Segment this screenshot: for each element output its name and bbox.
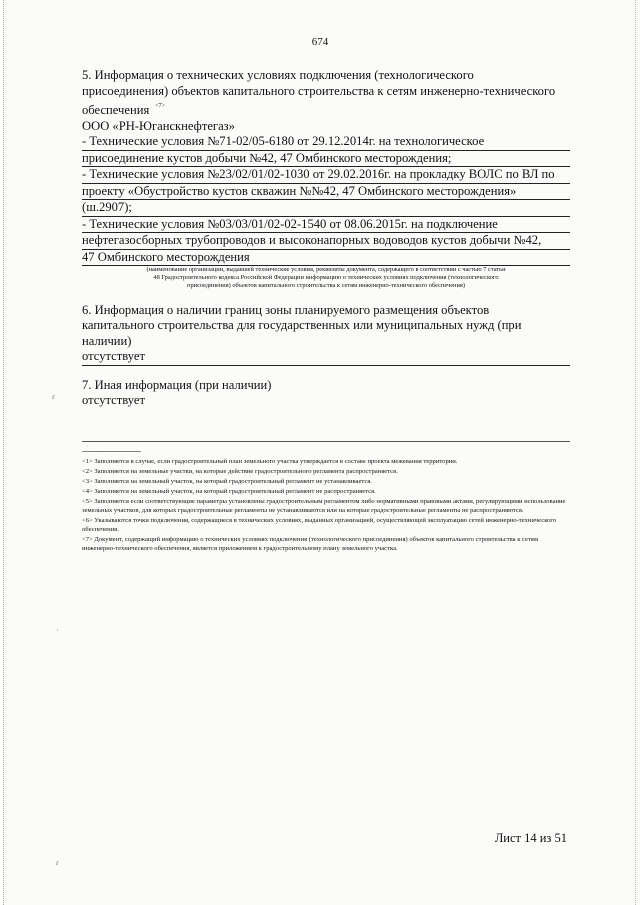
footnotes bbox=[82, 457, 570, 554]
condition-3-line-3: 47 Омбинского месторождения bbox=[82, 250, 570, 267]
condition-2-line-3: (ш.2907); bbox=[82, 200, 570, 217]
section6-value: отсутствует bbox=[82, 349, 570, 366]
footnote-4: <4> Заполняется на земельный участок, на который градостроительный регламент не распространяется. bbox=[82, 488, 376, 495]
condition-2-line-1: - Технические условия №23/02/01/02-1030 от 29.02.2016г. на прокладку ВОЛС по ВЛ по bbox=[82, 167, 570, 184]
section7-title: 7. Иная информация (при наличии) bbox=[82, 377, 272, 392]
footnote-separator: -------------------------------- bbox=[82, 447, 141, 455]
footnote-7: <7> Документ, содержащий информацию о технических условиях подключения (технологического присоединения) объектов капитального строительства к сетям инженерно-технического обеспечения, является приложением к градостроительному плану земельного участка. bbox=[82, 536, 538, 552]
footnote-1: <1> Заполняется в случае, если градостроительный план земельного участка утверждается в составе проекта межевания территории. bbox=[82, 458, 458, 465]
section6-title-line-3: наличии) bbox=[82, 333, 132, 348]
section6-title-line-1: 6. Информация о наличии границ зоны планируемого размещения объектов bbox=[82, 302, 490, 317]
sheet-number: Лист 14 из 51 bbox=[494, 831, 567, 845]
section5-caption-line-2: 48 Градостроительного кодекса Российской Федерации информацию о технических условиях подключения (технологического bbox=[153, 274, 499, 282]
document-body bbox=[82, 68, 570, 409]
section5-title-end: обеспечения bbox=[82, 103, 150, 117]
footnote-5: <5> Заполняется если соответствующие параметры установлены градостроительным регламентом либо нормативными правовыми актами, регулирующими использование земельных участков, для которых градостроительные регламенты не устанавливаются или на которые градостроительные регламенты не распространяются. bbox=[82, 498, 566, 514]
page-edge-left bbox=[3, 0, 5, 905]
condition-3-line-2: нефтегазосборных трубопроводов и высоконапорных водоводов кустов добычи №42, bbox=[82, 233, 570, 250]
section5-organization: ООО «РН-Юганскнефтегаз» bbox=[82, 118, 235, 133]
condition-1-line-2: присоединение кустов добычи №42, 47 Омбинского месторождения; bbox=[82, 151, 570, 168]
scan-mark: ɾ bbox=[52, 392, 55, 401]
section5-caption-line-1: (наименование организации, выдавшей технические условия, реквизиты документа, содержащего в соответствии с частью 7 статьи bbox=[146, 266, 506, 273]
spacer bbox=[82, 291, 570, 303]
page-edge-right bbox=[635, 0, 637, 905]
footnote-divider bbox=[82, 441, 570, 442]
condition-2-line-2: проекту «Обустройство кустов скважин №№42, 47 Омбинского месторождения» bbox=[82, 184, 570, 201]
section6-title-line-2: капитального строительства для государственных или муниципальных нужд (при bbox=[82, 318, 522, 333]
footnote-6: <6> Указываются точки подключения, содержащиеся в технических условиях, выданных организацией, осуществляющей эксплуатацию сетей инженерно-технического обеспечения. bbox=[82, 517, 557, 533]
condition-3-line-1: - Технические условия №03/03/01/02-02-1540 от 08.06.2015г. на подключение bbox=[82, 217, 570, 234]
section5-caption-line-3: присоединения) объектов капитального строительства к сетям инженерно-технического обеспечения) bbox=[187, 282, 465, 290]
section5-title-line-3 bbox=[82, 99, 570, 119]
scan-mark: ɾ bbox=[56, 858, 59, 867]
scan-mark: ˌ bbox=[56, 622, 59, 631]
section5-title-line-2: присоединения) объектов капитального строительства к сетям инженерно-технического bbox=[82, 83, 556, 98]
footnote-ref-7: <7> bbox=[155, 103, 166, 109]
section7-value: отсутствует bbox=[82, 393, 145, 408]
footnote-2: <2> Заполняется на земельные участки, на которые действие градостроительного регламента распространяется. bbox=[82, 468, 398, 475]
footnote-3: <3> Заполняется на земельный участок, на который градостроительный регламент не устанавливается. bbox=[82, 478, 372, 485]
spacer bbox=[82, 366, 570, 378]
condition-1-line-1: - Технические условия №71-02/05-6180 от 29.12.2014г. на технологическое bbox=[82, 134, 570, 151]
section5-title-line-1: 5. Информация о технических условиях подключения (технологического bbox=[82, 68, 474, 82]
page-number: 674 bbox=[311, 36, 329, 48]
